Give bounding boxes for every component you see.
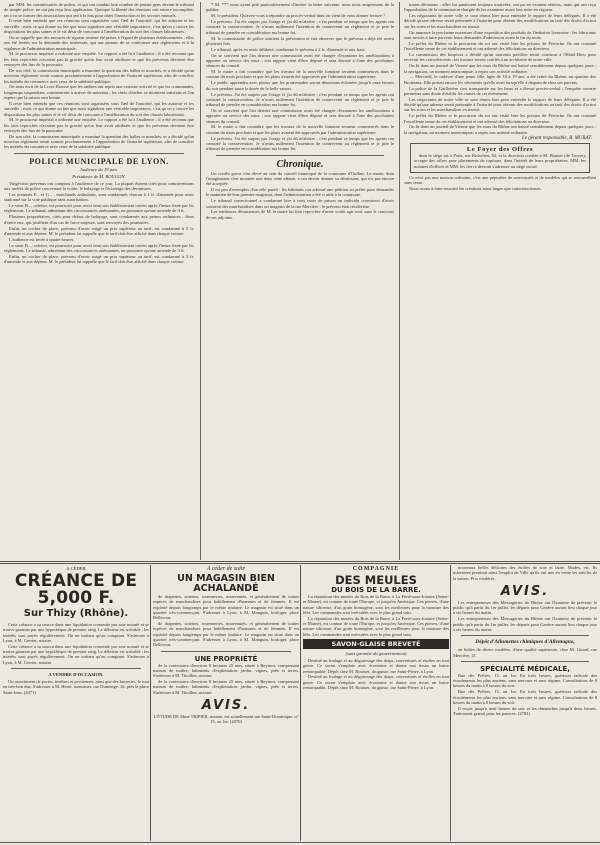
ad-creance: [3, 565, 149, 841]
ad-meules-body: La réputation des meules du Bois de la Barre, à La Ferté-sous-Jouarre (Seine-et-Marne), est connue de toute l'Europe, et jusqu'en Amérique. Ces pierres, d'une nature siliceuse, d'un grain homogène, sont les meilleures pour la mouture des blés. Les commandes sont exécutées avec le plus grand soin.: [303, 615, 449, 637]
col2-para: M. le maire a fait connaître que les travaux de la nouvelle fontaine seraient commencés dans le courant du mois prochain et que les plans avaient été approuvés par l'administration supérieure.: [206, 69, 394, 80]
col1-para: M. le procureur impérial a ordonné une enquête. Le rapport a été lu à l'audience ; il a été reconnu que les faits reprochés n'avaient pas la gravité qu'on leur avait attribuée et que les prévenus devaient être renvoyés des fins de la poursuite.: [4, 117, 194, 133]
ad-savon-body: Destiné au foulage et au dégraissage des draps, couvertures et étoffes en tout genre. Ce savon s'emploie avec économie et donne aux tissus un lustre remarquable. Dépôt chez M. Rousset, droguiste, rue Saint-Pierre, à Lyon.: [303, 674, 449, 691]
police-para: L'audience est levée à quatre heures.: [9, 236, 75, 242]
ad-specialite-body: Rue des Prêtres, 13, au 1er. En trois heures, guérison radicale des écoulements les plus anciens, sans mercure et sans régime. Consultations de 8 heures du matin à 8 heures du soir.: [453, 689, 597, 705]
chronique-para: Les tendances désastreuses de M. le maire lui font reprocher d'avoir voulu agir seul, sans le concours de ses adjoints.: [206, 209, 394, 220]
col3-para: Les négociants de notre ville se sont réunis hier pour entendre le rapport de leurs délégués. Il a été décidé qu'une adresse serait présentée à l'autorité pour obtenir des modifications au tarif des droits d'octroi sur les soies et les marchandises en transit.: [404, 96, 596, 113]
ad-divider: [11, 668, 141, 669]
column-rule: [399, 2, 400, 560]
foyer-offres-text: dont le siège est à Paris, rue Richelieu, 92, et la direction confiée à M. Bonnet (de Troyes), accepte des offres pour placements de capitaux, dans l'intérêt de leurs propriétaires. MM. les notaires d'offices et MM. les clercs devront s'adresser au siège social.: [414, 153, 586, 169]
police-para: Plusieurs propriétaires, cités pour défaut de balayage, sont condamnés aux peines ordinaires ; deux d'entre eux, qui justifient d'un cas de force majeure, sont renvoyés des poursuites.: [4, 214, 194, 225]
ad-savon-title: SAVON-GLAISE BREVETÉ: [303, 639, 449, 649]
col1-para: On se rappelle que des mesures de rigueur avaient été prises à l'égard de plusieurs établissements ; elles ont été levées sur la demande des intéressés, qui ont promis de se conformer aux règlements et à la vigilance de l'administration municipale.: [4, 34, 194, 51]
ad-meules-body: La réputation des meules du Bois de la Barre, à La Ferté-sous-Jouarre (Seine-et-Marne), est connue de toute l'Europe, et jusqu'en Amérique. Ces pierres, d'une nature siliceuse, d'un grain homogène, sont les meilleures pour la mouture des blés. Les commandes sont exécutées avec le plus grand soin.: [303, 594, 449, 615]
foyer-offres-title: Le Foyer des Offres: [466, 146, 534, 154]
chronique-para: Un conflit grave s'est élevé au sein du conseil municipal de la commune d'Oullins. Le maire, dont l'imagination s'est montrée une dans cette affaire, a cru devoir donner sa démission, qui n'a pas encore été acceptée.: [206, 170, 394, 187]
col1-para: Il reste bien entendu que ces réunions sont organisées sous l'œil de l'autorité, qui les autorise et les surveille ; mais ce qui donne au fait que nous signalons une véritable importance, c'est qu'on y trouve les dispositions les plus saines et le vif désir de concourir à l'amélioration du sort des classes laborieuses.: [4, 18, 194, 35]
col1-para: De son côté, la commission municipale a examiné la question des halles et marchés, et a décidé qu'un nouveau règlement serait soumis prochainement à l'approbation de l'autorité supérieure, afin de concilier les intérêts du commerce avec ceux de la salubrité publique.: [4, 133, 194, 150]
ad-avis-title: AVIS.: [201, 697, 251, 713]
column-rule: [200, 2, 201, 560]
ad-meules-title: DES MEULES: [335, 573, 417, 587]
col2-para: On se souvient que l'an dernier une commission avait été chargée d'examiner les améliorations à apporter au service des eaux ; son rapport vient d'être déposé et sera discuté à l'une des prochaines séances du conseil.: [206, 107, 394, 124]
ad-avis-body: L'ÉTUDE DE Mme TRIPIER, notaire, est actuellement rue Saint-Dominique, n° 15, au 1er. (2070): [153, 713, 299, 725]
ad-divider: [161, 651, 291, 652]
chronique-para: Le tribunal correctionnel a condamné hier à trois mois de prison un individu convaincu d'avoir soustrait des marchandises dans un magasin de la rue Mercière ; le prévenu était récidiviste.: [206, 198, 394, 209]
ad-rule: [300, 565, 301, 841]
column-1: [4, 2, 194, 560]
col3-tail: Nous avons à faire ressortir les créations aussi larges que consciencieuses.: [409, 185, 542, 191]
ad-specialite-title: SPÉCIALITÉ MÉDICALE,: [480, 664, 570, 673]
ad-avis-body: Les entrepreneurs des Messageries du Rhône ont l'honneur de prévenir le public qu'à partir du 1er juillet, les départs pour Genève auront lieu chaque jour à six heures du matin.: [453, 599, 597, 616]
ad-tag: A CÉDER: [66, 566, 86, 571]
col2-para: Le prévenu. J'ai été surpris par l'orage et j'ai dû m'abriter ; c'est pendant ce temps que les agents ont constaté la contravention. Je n'avais nullement l'intention de contrevenir au règlement et je prie le tribunal de prendre en considération ma bonne foi.: [206, 135, 394, 152]
ad-vendre-body: Un assortiment de portes, fenêtres et persiennes, ainsi que des boiseries, le tout en très-bon état. S'adresser à M. Henri, menuisier, rue Dumenge, 16, près la place Saint-Jean. (2071): [3, 678, 149, 695]
ad-magasin-title: UN MAGASIN BIEN ACHALANDÉ: [177, 573, 275, 594]
ad-propriete-body: de la contenance d'environ 8 hectares 25 ares, située à Beynost, comprenant maison de maître, bâtiments d'exploitation, jardin, vignes, prés et terres. S'adresser à M. Thiollier, notaire.: [153, 662, 299, 679]
col1-para: Il reste bien entendu que ces réunions sont organisées sous l'œil de l'autorité, qui les autorise et les surveille ; mais ce qui donne au fait que nous signalons une véritable importance, c'est qu'on y trouve les dispositions les plus saines et le vif désir de concourir à l'amélioration du sort des classes laborieuses.: [4, 100, 194, 117]
col3-para: La police de la Guillotière s'est transportée sur les lieux et a dressé procès-verbal ; l'enquête ouverte permettra sans doute d'établir les causes de cet événement.: [404, 85, 596, 96]
police-para: Enfin, un cocher de place, prévenu d'avoir exigé un prix supérieur au tarif, est condamné à 5 fr. d'amende et aux dépens. M. le président lui rappelle que le tarif doit être affiché dans chaque voiture.: [4, 253, 194, 265]
col1-para: On nous écrit de la Croix-Rousse que les ateliers ont repris une certaine activité et que les commandes, longtemps suspendues, commencent à arriver de nouveau ; les chefs d'atelier se montrent satisfaits et l'on espère que la saison sera bonne.: [4, 84, 194, 101]
ad-magasin-body: de draperies, soieries, rouenneries, nouveautés, et généralement de toutes espèces de marchandises pour habillement d'hommes et de femmes. Il est exploité depuis longtemps par le même titulaire. Le magasin est situé dans un quartier très-commerçant. S'adresser à Lyon, à M. Manguin, horloger, place Bellecour.: [153, 621, 299, 648]
ad-savon-subtitle: (sans garantie du gouvernement): [345, 650, 407, 656]
col3-para: — Mercredi, le cadavre d'une jeune fille, âgée de 18 à 19 ans, a été retiré du Rhône, au quartier des Brotteaux. Elle portait encore les vêtements qu'elle avait lorsqu'elle a disparu de chez ses parents.: [404, 74, 596, 85]
police-para: Vingt-trois prévenus ont comparu à l'audience de ce jour. La plupart étaient cités pour contraventions aux arrêtés de police concernant la voirie, le balayage et l'éclairage des devantures.: [4, 180, 194, 192]
col3-para: On annonce la prochaine ouverture d'une exposition des produits de l'industrie lyonnaise ; les fabricants sont invités à faire parvenir leurs demandes d'admission avant la fin du mois.: [404, 29, 596, 40]
ad-specialite-end: Il reçoit jusqu'à neuf heures du soir et les dimanches jusqu'à deux heures. Traitement gratuit pour les pauvres. (2783): [453, 705, 597, 717]
ad-rule: [150, 565, 151, 841]
col1-intro: par MM. les commissaires de police, et qui ont conduit bon nombre de jeunes gens devant le tribunal de simple police, ne ont pas reçu leur application. Quoique la liberté des réunions soit encore incomplète, on a vu se former des associations qui ont à la fois pour objet l'instruction et les secours mutuels.: [4, 2, 194, 18]
col3-para: Le préfet du Rhône et le procureur du roi ont visité hier les prisons de Perrache. Ils ont constaté l'excellente tenue de cet établissement et ont adressé des félicitations au directeur.: [404, 113, 596, 124]
ad-divers: [453, 565, 597, 841]
ad-tag: A céder de suite: [206, 566, 246, 572]
gerant-signature: Le gérant responsable, B. MURAT.: [522, 136, 592, 142]
col1-para: M. le procureur impérial a ordonné une enquête. Le rapport a été lu à l'audience ; il a été reconnu que les faits reprochés n'avaient pas la gravité qu'on leur avait attribuée et que les prévenus devaient être renvoyés des fins de la poursuite.: [4, 51, 194, 68]
ad-savon-body: Destiné au foulage et au dégraissage des draps, couvertures et étoffes en tout genre. Ce savon s'emploie avec économie et donne aux tissus un lustre remarquable. Dépôt chez M. Rousset, droguiste, rue Saint-Pierre, à Lyon.: [303, 657, 449, 674]
police-para: Le sieur B..., cafetier, est poursuivi pour avoir tenu son établissement ouvert après l'heure fixée par les règlements. Le tribunal, admettant des circonstances atténuantes, ne prononce qu'une amende de 3 fr.: [4, 242, 194, 253]
col2-para: Le public apprendra avec plaisir que les promenades seront désormais éclairées jusqu'à onze heures du soir pendant toute la durée de la belle saison.: [206, 80, 394, 91]
page-bottom-rule: [0, 842, 600, 843]
col3-para: Les négociants de notre ville se sont réunis hier pour entendre le rapport de leurs délégués. Il a été décidé qu'une adresse serait présentée à l'autorité pour obtenir des modifications au tarif des droits d'octroi sur les soies et les marchandises en transit.: [404, 13, 596, 29]
ad-tag: COMPAGNIE: [352, 566, 400, 572]
ad-magasin-body: de draperies, soieries, rouenneries, nouveautés, et généralement de toutes espèces de marchandises pour habillement d'hommes et de femmes. Il est exploité depuis longtemps par le même titulaire. Le magasin est situé dans un quartier très-commerçant. S'adresser à Lyon, à M. Manguin, horloger, place Bellecour.: [153, 594, 299, 621]
ad-divider: [461, 635, 589, 636]
col3-para: On lit dans un journal de Vienne que les eaux du Rhône ont baissé sensiblement depuis quelques jours ; la navigation, un moment interrompue, a repris son activité ordinaire.: [404, 124, 596, 135]
ad-propriete-title: UNE PROPRIÉTÉ: [194, 654, 258, 663]
col2-para: Le prévenu. J'ai été surpris par l'orage et j'ai dû m'abriter ; c'est pendant ce temps que les agents ont constaté la contravention. Je n'avais nullement l'intention de contrevenir au règlement et je prie le tribunal de prendre en considération ma bonne foi.: [206, 19, 394, 35]
ad-creance-title: CRÉANCE DE 5,000 F.: [14, 571, 138, 608]
police-para: Les nommés P... et G... , marchands ambulants, sont condamnés chacun à 1 fr. d'amende pour avoir stationné sur la voie publique sans autorisation.: [4, 191, 194, 203]
ad-depot-body: en boîtes de divers modèles, d'une qualité supérieure, chez M. Girard, rue Mercière, 21.: [453, 647, 597, 658]
column-2: [206, 2, 394, 560]
police-heading: POLICE MUNICIPALE DE LYON.: [29, 156, 169, 166]
ad-divider: [461, 661, 589, 662]
ad-vendre-title: A VENDRE D'OCCASION.: [48, 671, 104, 677]
col3-para: La commission des hospices a décidé qu'un nouveau pavillon serait construit à l'Hôtel-Dieu pour recevoir les convalescents ; les travaux seront confiés à un architecte de notre ville.: [404, 52, 596, 63]
col2-para: Le tribunal, après en avoir délibéré, condamne le prévenu à 2 fr. d'amende et aux frais.: [211, 46, 366, 52]
ad-divers-top: nouveaux belles délicates des étoffes de soie et laine. Modes, etc. Ils informent pourtout ainsi l'emploi de Ville qu'ils ont mis en vente les articles de la saison. Prix modérés.: [453, 565, 597, 581]
ad-creance-body: Cette créance a sa source dans une liquidation consentie par acte notarié et se trouve garantie par une hypothèque de premier rang. Le débiteur est solvable ; les intérêts sont payés régulièrement. On ne traitera qu'au comptant. S'adresser à Lyon, à M. Gerrier, notaire.: [3, 622, 149, 643]
col2-para: Le prévenu. J'ai été surpris par l'orage et j'ai dû m'abriter ; c'est pendant ce temps que les agents ont constaté la contravention. Je n'avais nullement l'intention de contrevenir au règlement et je prie le tribunal de prendre en considération ma bonne foi.: [206, 91, 394, 108]
ads-top-rule: [0, 561, 600, 562]
police-para: Le sieur B..., cafetier, est poursuivi pour avoir tenu son établissement ouvert après l'heure fixée par les règlements. Le tribunal, admettant des circonstances atténuantes, ne prononce qu'une amende de 3 fr.: [4, 203, 194, 214]
col3-para: toutes décisions ; elles lui paraissent toujours motivées, ont pu en examen sérieux, mais qui ont reçu l'approbation de la commission chargée de les examiner avant leur mise en vigueur.: [404, 2, 596, 13]
col2-para: M. le président. Qu'avez-vous à répondre au procès-verbal dont on vient de vous donner lecture ?: [211, 13, 385, 19]
section-divider: [14, 153, 184, 154]
chronique-para: Il est peu d'exemples d'un zèle pareil : les habitants ont adressé une pétition au préfet pour demander le maintien de leur premier magistrat, dont l'administration a été si utile à la commune.: [206, 187, 394, 198]
col2-para: On se souvient que l'an dernier une commission avait été chargée d'examiner les améliorations à apporter au service des eaux ; son rapport vient d'être déposé et sera discuté à l'une des prochaines séances du conseil.: [206, 52, 394, 69]
column-3: [404, 2, 596, 560]
ad-avis-body: Les entrepreneurs des Messageries du Rhône ont l'honneur de prévenir le public qu'à partir du 1er juillet, les départs pour Genève auront lieu chaque jour à six heures du matin.: [453, 616, 597, 632]
col1-para: De son côté, la commission municipale a examiné la question des halles et marchés, et a décidé qu'un nouveau règlement serait soumis prochainement à l'approbation de l'autorité supérieure, afin de concilier les intérêts du commerce avec ceux de la salubrité publique.: [4, 67, 194, 84]
ad-specialite-body: Rue des Prêtres, 13, au 1er. En trois heures, guérison radicale des écoulements les plus anciens, sans mercure et sans régime. Consultations de 8 heures du matin à 8 heures du soir.: [453, 672, 597, 689]
police-presidence: Présidence de M. ROUGON.: [72, 173, 126, 179]
ad-meules-subtitle: DU BOIS DE LA BARRE.: [331, 586, 421, 594]
col2-para: M. le commissaire de police soutient la prévention et fait observer que le prévenu a déjà été averti plusieurs fois.: [206, 35, 394, 46]
ad-magasin: [153, 565, 299, 841]
chronique-heading: Chronique.: [276, 158, 324, 170]
ad-depot-title: Dépôt d'Allumettes chimiques d'Allemagne,: [475, 639, 575, 646]
section-divider: [216, 155, 384, 156]
col2-para: M. le maire a fait connaître que les travaux de la nouvelle fontaine seraient commencés dans le courant du mois prochain et que les plans avaient été approuvés par l'administration supérieure.: [206, 124, 394, 135]
ad-meules: [303, 565, 449, 841]
col3-para: Le préfet du Rhône et le procureur du roi ont visité hier les prisons de Perrache. Ils ont constaté l'excellente tenue de cet établissement et ont adressé des félicitations au directeur.: [404, 40, 596, 52]
ad-propriete-body: de la contenance d'environ 8 hectares 25 ares, située à Beynost, comprenant maison de maître, bâtiments d'exploitation, jardin, vignes, prés et terres. S'adresser à M. Thiollier, notaire.: [153, 679, 299, 695]
ad-creance-body: Cette créance a sa source dans une liquidation consentie par acte notarié et se trouve garantie par une hypothèque de premier rang. Le débiteur est solvable ; les intérêts sont payés régulièrement. On ne traitera qu'au comptant. S'adresser à Lyon, à M. Gerrier, notaire.: [3, 643, 149, 665]
ad-creance-subtitle: Sur Thizy (Rhône).: [23, 608, 129, 619]
ad-avis-title: AVIS.: [500, 583, 550, 599]
police-audience-date: Audience du 19 juin.: [79, 166, 119, 172]
col3-para: On lit dans un journal de Vienne que les eaux du Rhône ont baissé sensiblement depuis quelques jours ; la navigation, un moment interrompue, a repris son activité ordinaire.: [404, 63, 596, 74]
foyer-offres-box: [410, 143, 590, 172]
col2-para: * M. *** nous ayant prié particulièrement d'insérer la lettre suivante, nous nous empressons de la publier.: [206, 2, 394, 13]
ad-rule: [450, 565, 451, 841]
col3-tail: Ce n'est pas une maison ordinaire, c'est une pépinière de nouveautés et de modèles qui se renouvellent sans cesse.: [404, 174, 596, 185]
ads-top-rule-2: [0, 563, 600, 564]
police-para: Enfin, un cocher de place, prévenu d'avoir exigé un prix supérieur au tarif, est condamné à 5 fr. d'amende et aux dépens. M. le président lui rappelle que le tarif doit être affiché dans chaque voiture.: [4, 225, 194, 236]
